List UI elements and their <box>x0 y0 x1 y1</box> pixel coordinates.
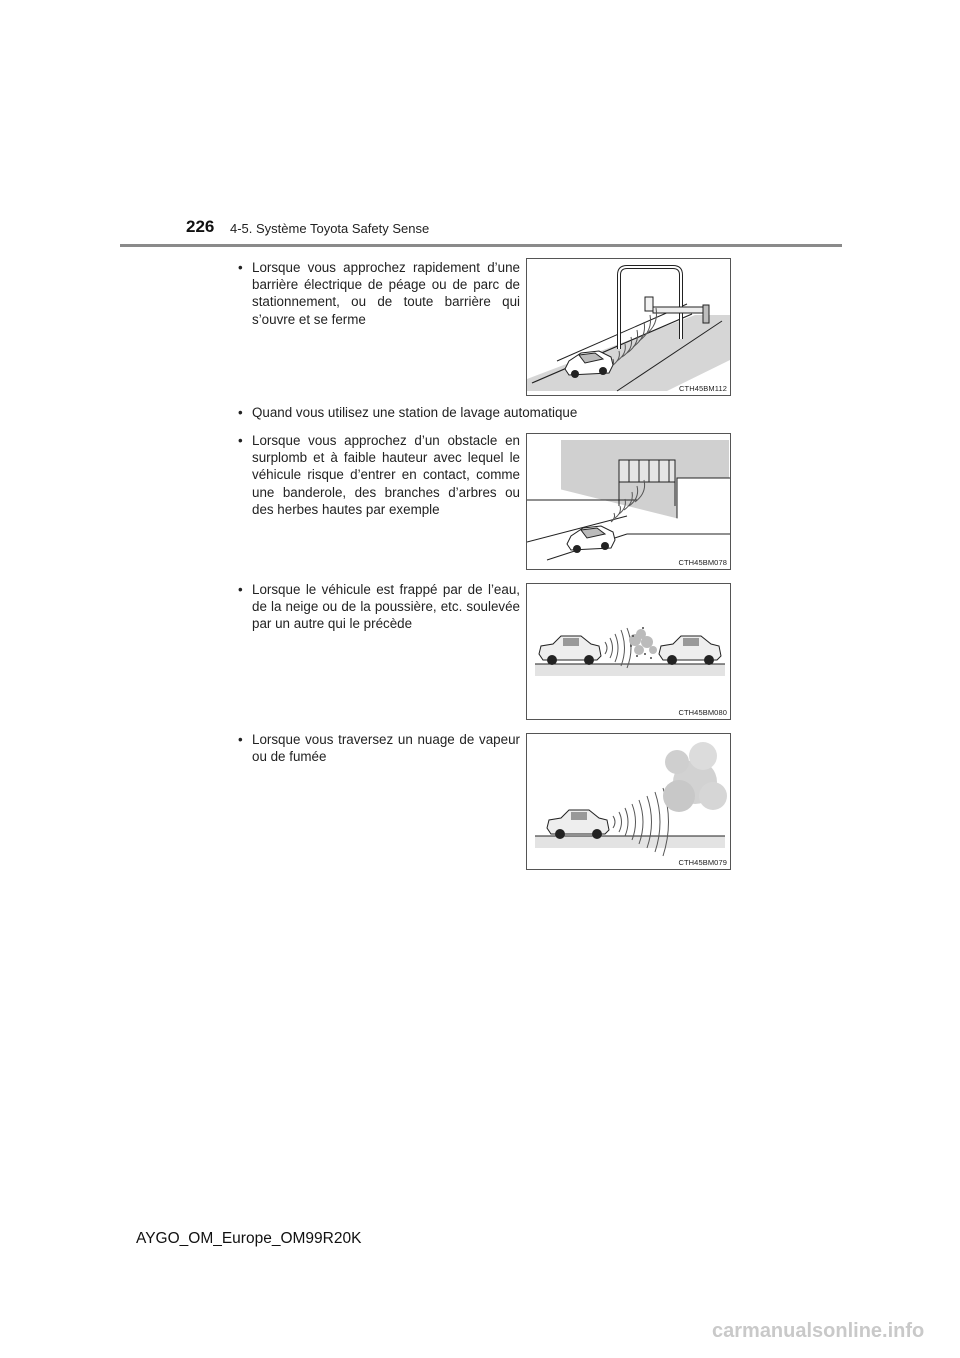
bullet-smoke <box>238 731 520 765</box>
figure-code: CTH45BM078 <box>678 558 727 567</box>
bullet-car-wash <box>238 404 652 421</box>
spray-illustration <box>527 584 731 720</box>
section-title: 4-5. Système Toyota Safety Sense <box>230 221 430 236</box>
figure-toll-barrier <box>526 258 731 396</box>
car-icon <box>659 636 721 665</box>
car-icon <box>547 810 609 839</box>
figure-overhead-obstacle <box>526 433 731 570</box>
bullet-text: Lorsque vous approchez rapidement d’une barrière électrique de péage ou de parc de stationnement, ou de toute barrière qui s’ouvre et se ferme <box>252 260 520 327</box>
bullet-text: Lorsque vous approchez d’un obstacle en surplomb et à faible hauteur avec lequel le véhicule risque d’entrer en contact, comme une banderole, des branches d’arbres ou des herbes hautes par exemple <box>252 433 520 517</box>
bullet-toll-barrier <box>238 259 520 328</box>
bullet-text: Lorsque vous traversez un nuage de vapeur ou de fumée <box>252 732 520 765</box>
bullet-text: Lorsque le véhicule est frappé par de l’eau, de la neige ou de la poussière, etc. soulevée par un autre qui le précède <box>252 582 520 632</box>
bullet-overhead-obstacle <box>238 432 520 518</box>
bullet-text: Quand vous utilisez une station de lavage automatique <box>252 405 578 420</box>
page-number: 226 <box>186 217 215 236</box>
overhead-obstacle-illustration <box>527 434 731 570</box>
smoke-cloud <box>663 742 727 812</box>
figure-code: CTH45BM080 <box>678 708 727 717</box>
figure-code: CTH45BM112 <box>679 384 727 393</box>
bullet-spray <box>238 581 520 633</box>
figure-smoke <box>526 733 731 870</box>
smoke-illustration <box>527 734 731 870</box>
header-rule <box>120 244 842 247</box>
watermark: carmanualsonline.info <box>712 1320 925 1342</box>
footer-doc-id: AYGO_OM_Europe_OM99R20K <box>136 1230 362 1247</box>
toll-barrier-illustration <box>527 259 731 396</box>
figure-code: CTH45BM079 <box>678 858 727 867</box>
car-icon <box>539 636 601 665</box>
figure-spray <box>526 583 731 720</box>
